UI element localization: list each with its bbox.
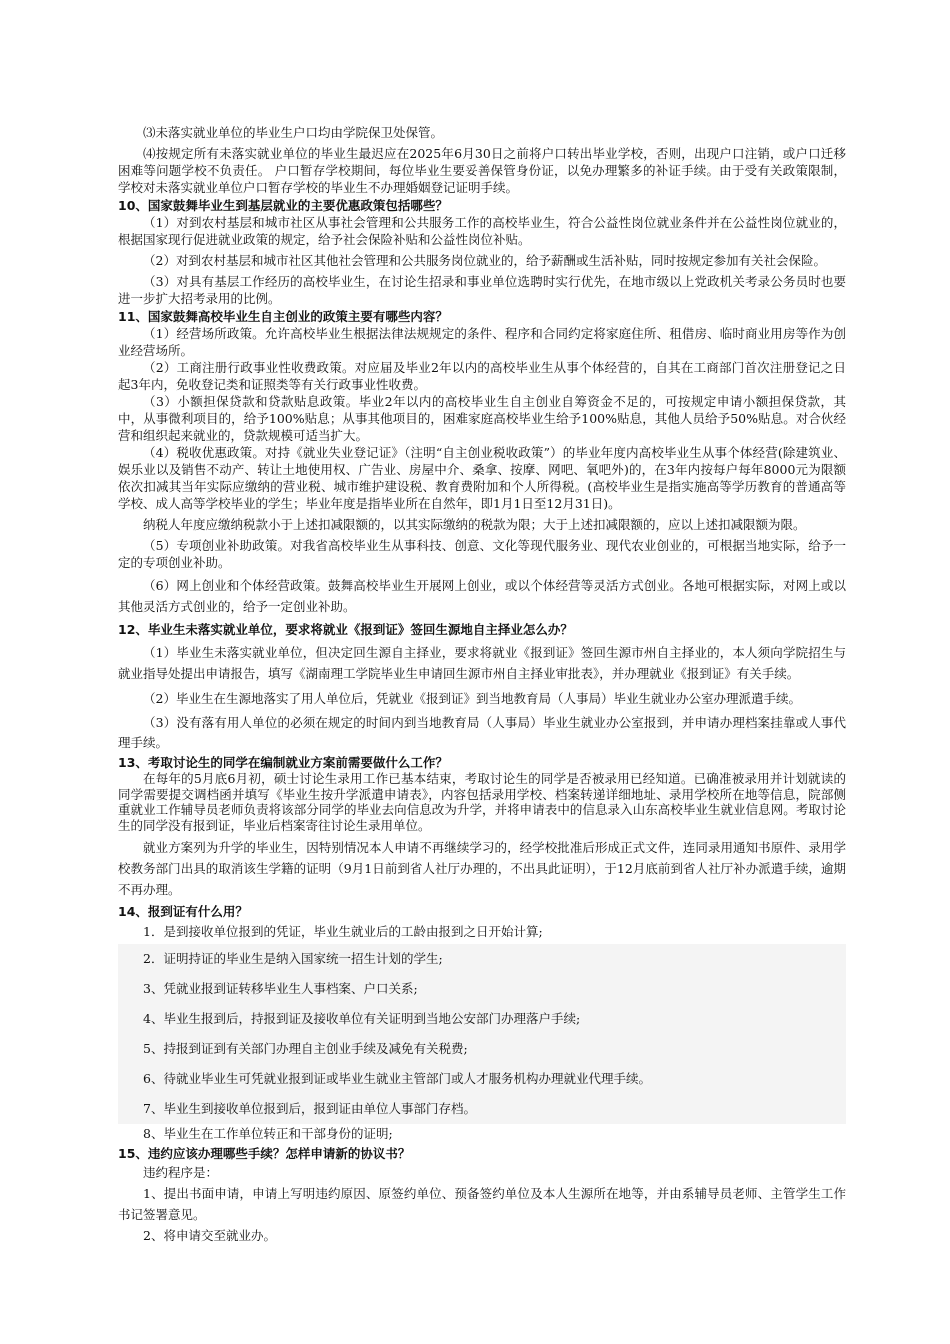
list-item: 8、毕业生在工作单位转正和干部身份的证明; (143, 1126, 393, 1141)
paragraph: 就业方案列为升学的毕业生，因特别情况本人申请不再继续学习的，经学校批准后形成正式文件，连同录用通知书原件、录用学校教务部门出具的取消该生学籍的证明（9月1日前到省人社厅办理的，不出具此证明），于12月底前到省人社厅补办派遣手续，逾期不再办理。 (118, 840, 846, 897)
paragraph: 2、将申请交至就业办。 (143, 1228, 276, 1243)
paragraph: （3）没有落有用人单位的必须在规定的时间内到当地教育局（人事局）毕业生就业办公室报到，并申请办理档案挂靠或人事代理手续。 (118, 715, 846, 750)
list-item: 6、待就业毕业生可凭就业报到证或毕业生就业主管部门或人才服务机构办理就业代理手续。 (143, 1071, 651, 1086)
section-heading: 11、国家鼓舞高校毕业生自主创业的政策主要有哪些内容？ (118, 309, 448, 324)
paragraph: （3）小额担保贷款和贷款贴息政策。毕业2年以内的高校毕业生自主创业自筹资金不足的，可按规定申请小额担保贷款，其中，从事微利项目的，给予100%贴息；从事其他项目的，困难家庭高校毕业生给予100%贴息，其他人员给予50%贴息。对合伙经营和组织起来就业的，贷款规模可适当扩大。 (118, 394, 846, 443)
list-item: 2．证明持证的毕业生是纳入国家统一招生计划的学生; (143, 951, 443, 966)
paragraph: ⑶未落实就业单位的毕业生户口均由学院保卫处保管。 (143, 125, 444, 140)
paragraph: （5）专项创业补助政策。对我省高校毕业生从事科技、创意、文化等现代服务业、现代农业创业的，可根据当地实际，给予一定的专项创业补助。 (118, 538, 846, 570)
highlight-block (118, 944, 846, 1124)
paragraph: （1）毕业生未落实就业单位，但决定回生源自主择业，要求将就业《报到证》签回生源市州自主择业的，本人须向学院招生与就业指导处提出申请报告，填写《湖南理工学院毕业生申请回生源市州自主择业审批表》，并办理就业《报到证》有关手续。 (118, 645, 846, 681)
list-item: 5、持报到证到有关部门办理自主创业手续及减免有关税费; (143, 1041, 468, 1056)
list-item: 7、毕业生到接收单位报到后，报到证由单位人事部门存档。 (143, 1101, 476, 1116)
paragraph: （2）毕业生在生源地落实了用人单位后，凭就业《报到证》到当地教育局（人事局）毕业生就业办公室办理派遣手续。 (143, 691, 801, 706)
section-heading: 15、违约应该办理哪些手续？怎样申请新的协议书？ (118, 1146, 411, 1161)
usage-list (118, 920, 846, 1144)
paragraph: （1）经营场所政策。允许高校毕业生根据法律法规规定的条件、程序和合同约定将家庭住所、租借房、临时商业用房等作为创业经营场所。 (118, 326, 846, 358)
list-item: 3、凭就业报到证转移毕业生人事档案、户口关系; (143, 981, 418, 996)
section-heading: 12、毕业生未落实就业单位，要求将就业《报到证》签回生源地自主择业怎么办？ (118, 622, 573, 637)
list-item: 1．是到接收单位报到的凭证，毕业生就业后的工龄由报到之日开始计算; (143, 924, 543, 939)
paragraph: 1、提出书面申请，申请上写明违约原因、原签约单位、预备签约单位及本人生源所在地等，并由系辅导员老师、主管学生工作书记签署意见。 (118, 1186, 846, 1222)
document-page (118, 124, 846, 1246)
paragraph: （1）对到农村基层和城市社区从事社会管理和公共服务工作的高校毕业生，符合公益性岗位就业条件并在公益性岗位就业的，根据国家现行促进就业政策的规定，给予社会保险补贴和公益性岗位补贴。 (118, 215, 846, 247)
paragraph: （6）网上创业和个体经营政策。鼓舞高校毕业生开展网上创业，或以个体经营等灵活方式创业。各地可根据实际，对网上或以其他灵活方式创业的，给予一定创业补助。 (118, 578, 846, 614)
paragraph: （2）工商注册行政事业性收费政策。对应届及毕业2年以内的高校毕业生从事个体经营的，自其在工商部门首次注册登记之日起3年内，免收登记类和证照类等有关行政事业性收费。 (118, 360, 846, 392)
paragraph: 纳税人年度应缴纳税款小于上述扣减限额的，以其实际缴纳的税款为限；大于上述扣减限额的，应以上述扣减限额为限。 (143, 517, 806, 532)
paragraph: ⑷按规定所有未落实就业单位的毕业生最迟应在2025年6月30日之前将户口转出毕业学校，否则，出现户口注销，或户口迁移困难等问题学校不负责任。 户口暂存学校期间，每位毕业生要妥善保管身份证，以免办理繁多的补证手续。由于受有关政策限制，学校对未落实就业单位户口暂存学校的毕业生不办理婚姻登记证明手续。 (118, 146, 846, 195)
paragraph: 违约程序是： (143, 1165, 219, 1180)
section-heading: 13、考取讨论生的同学在编制就业方案前需要做什么工作？ (118, 755, 448, 770)
section-heading: 10、国家鼓舞毕业生到基层就业的主要优惠政策包括哪些？ (118, 198, 448, 213)
paragraph: （2）对到农村基层和城市社区其他社会管理和公共服务岗位就业的，给予薪酬或生活补贴，同时按规定参加有关社会保险。 (143, 253, 826, 268)
paragraph: （4）税收优惠政策。对持《就业失业登记证》（注明“自主创业税收政策”）的毕业年度内高校毕业生从事个体经营(除建筑业、娱乐业以及销售不动产、转让土地使用权、广告业、房屋中介、桑拿、按摩、网吧、氧吧外)的，在3年内按每户每年8000元为限额依次扣减其当年实际应缴纳的营业税、城市维护建设税、教育费附加和个人所得税。(高校毕业生是指实施高等学历教育的普通高等学校、成人高等学校毕业的学生；毕业年度是指毕业所在自然年，即1月1日至12月31日)。 (118, 445, 846, 511)
paragraph: 在每年的5月底6月初，硕士讨论生录用工作已基本结束，考取讨论生的同学是否被录用已经知道。已确准被录用并计划就读的同学需要提交调档函并填写《毕业生按升学派遣申请表》，内容包括录用学校、档案转递详细地址、录用学校所在地等信息，院部侧重就业工作辅导员老师负责将该部分同学的毕业去向信息改为升学，并将申请表中的信息录入山东高校毕业生就业信息网。考取讨论生的同学没有报到证，毕业后档案寄往讨论生录用单位。 (118, 771, 846, 833)
section-heading: 14、报到证有什么用？ (118, 904, 248, 919)
paragraph: （3）对具有基层工作经历的高校毕业生，在讨论生招录和事业单位选聘时实行优先，在地市级以上党政机关考录公务员时也要进一步扩大招考录用的比例。 (118, 274, 846, 306)
list-item: 4、毕业生报到后，持报到证及接收单位有关证明到当地公安部门办理落户手续; (143, 1011, 581, 1026)
